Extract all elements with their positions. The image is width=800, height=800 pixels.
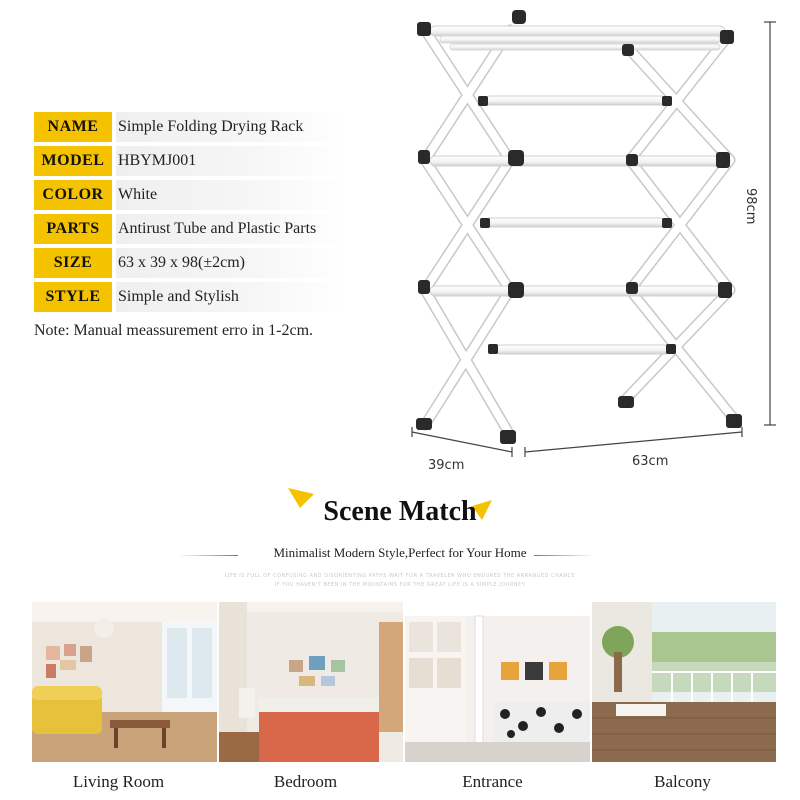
spec-key: NAME (34, 112, 112, 142)
spec-key: STYLE (34, 282, 112, 312)
spec-row-color (34, 180, 346, 210)
spec-value: White (116, 180, 346, 210)
scene-label-living-room: Living Room (72, 772, 165, 791)
spec-value: Simple and Stylish (116, 282, 346, 312)
balcony-image (592, 602, 777, 762)
scene-subtitle-row (0, 545, 800, 565)
scene-label-balcony: Balcony (654, 772, 711, 791)
spec-value: Simple Folding Drying Rack (116, 112, 346, 142)
scene-label-bedroom: Bedroom (273, 772, 338, 791)
scene-title: Scene Match (323, 496, 477, 527)
spec-row-style (34, 282, 346, 312)
spec-row-size (34, 248, 346, 278)
fine-print: LIFE IS FULL OF CONFUSING AND DISORIENTING PATHS WAIT FOR A TRAVELER WHO ENDURES THE ARRANGED CHANCE (224, 573, 576, 579)
living-room-image (32, 602, 217, 762)
width-dimension: 63cm (632, 454, 669, 469)
spec-key: SIZE (34, 248, 112, 278)
spec-row-parts (34, 214, 346, 244)
rack-drawing (400, 0, 790, 480)
spec-value: HBYMJ001 (116, 146, 346, 176)
fine-print: IF YOU HAVEN'T BEEN IN THE MOUNTAINS FOR THE GREAT LIFE IS A SIMPLE JOURNEY (274, 582, 526, 588)
scene-subtitle: Minimalist Modern Style,Perfect for Your Home (273, 545, 527, 560)
product-rack-illustration (400, 0, 790, 480)
spec-value: 63 x 39 x 98(±2cm) (116, 248, 346, 278)
measurement-note: Note: Manual meassurement erro in 1-2cm. (34, 322, 314, 339)
height-dimension: 98cm (743, 188, 758, 225)
scene-label-entrance: Entrance (462, 772, 523, 791)
entrance-image (405, 602, 590, 762)
spec-row-model (34, 146, 346, 176)
spec-row-name (34, 112, 346, 142)
spec-key: PARTS (34, 214, 112, 244)
bedroom-image (219, 602, 404, 762)
scene-gallery (32, 602, 776, 762)
spec-table (34, 112, 346, 316)
spec-key: MODEL (34, 146, 112, 176)
spec-key: COLOR (34, 180, 112, 210)
divider (534, 555, 594, 556)
depth-dimension: 39cm (428, 458, 465, 473)
spec-value: Antirust Tube and Plastic Parts (116, 214, 346, 244)
